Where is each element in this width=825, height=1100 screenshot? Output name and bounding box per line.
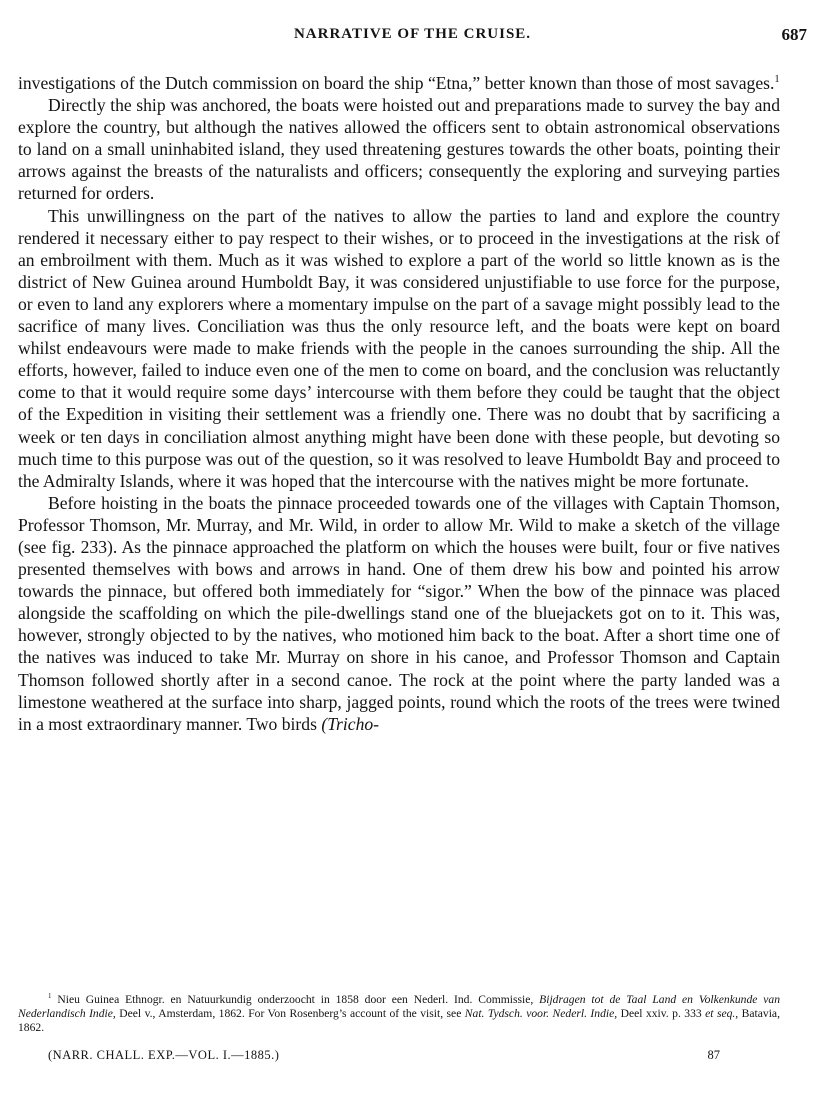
paragraph-4-italic-tail: (Tricho- [321,713,380,734]
paragraph-continued [18,72,780,94]
paragraph-1-text: investigations of the Dutch commission on board the ship “Etna,” better known than those of most savages. [18,73,775,93]
footnote-text-1: Nieu Guinea Ethnogr. en Natuurkundig onderzoocht in 1858 door een Nederl. Ind. Commissie, [57,993,534,1006]
running-header [18,26,807,48]
footnote-text-2: Deel v., Amsterdam, 1862. For Von Rosenberg’s account of the visit, see [119,1007,462,1020]
footnote-marker: 1 [48,992,52,1001]
page-number: 687 [781,25,807,44]
page-footer [18,1048,780,1066]
footnote-text-3: Deel xxiv. p. 333 [620,1007,702,1020]
footnote-italic-2: Nat. Tydsch. voor. Nederl. Indie, [464,1007,618,1020]
body-text [18,72,780,735]
paragraph-conciliation: This unwillingness on the part of the natives to allow the parties to land and explore the country rendered it necessary either to pay respect to their wishes, or to proceed in the investigations at the risk of an embroilment with them. Much as it was wished to explore a part of the world so little known as is the district of New Guinea around Humboldt Bay, it was considered unjustifiable to use force for the purpose, or even to land any explorers where a momentary impulse on the part of a savage might possibly lead to the sacrifice of many lives. Conciliation was thus the only resource left, and the boats were kept on board whilst endeavours were made to make friends with the people in the canoes surrounding the ship. All the efforts, however, failed to induce even one of the men to come on board, and the conclusion was reluctantly come to that it would require some days’ intercourse with them before they could be taught that the object of the Expedition in visiting their settlement was a friendly one. There was no doubt that by sacrificing a week or ten days in conciliation almost anything might have been done with these people, but devoting so much time to this purpose was out of the question, so it was resolved to leave Humboldt Bay and proceed to the Admiralty Islands, where it was hoped that the intercourse with the natives might be more fortunate. [18,205,780,491]
running-title: NARRATIVE OF THE CRUISE. [293,26,532,42]
footnote-italic-1: Bijdragen tot de Taal Land en Volkenkunde van Nederlandisch Indie, [18,993,780,1020]
footnote-reference: 1 [774,74,780,86]
paragraph-pinnace-visit [18,492,780,735]
footnotes [18,993,780,1035]
signature-mark: (NARR. CHALL. EXP.—VOL. I.—1885.) [48,1048,280,1062]
paragraph-landing-attempt: Directly the ship was anchored, the boats were hoisted out and preparations made to survey the bay and explore the country, but although the natives allowed the officers sent to obtain astronomical observations to land on a small uninhabited island, they used threatening gestures towards the other boats, pointing their arrows against the breasts of the naturalists and officers; consequently the exploring and surveying parties returned for orders. [18,95,780,204]
footnote-1 [18,993,780,1035]
sheet-number: 87 [707,1048,720,1062]
footnote-italic-3: et seq., [705,1007,739,1020]
paragraph-4-text: Before hoisting in the boats the pinnace proceeded towards one of the villages with Captain Thomson, Professor Thomson, Mr. Murray, and Mr. Wild, in order to allow Mr. Wild to make a sketch of the village (see fig. 233). As the pinnace approached the platform on which the houses were built, four or five natives presented themselves with bows and arrows in hand. One of them drew his bow and pointed his arrow towards the pinnace, but offered both immediately for “sigor.” When the bow of the pinnace was placed alongside the scaffolding on which the pile-dwellings stand one of the bluejackets got on to it. This was, however, strongly objected to by the natives, who motioned him back to the boat. After a short time one of the natives was induced to take Mr. Murray on shore in his canoe, and Professor Thomson and Captain Thomson followed shortly after in a second canoe. The rock at the point where the party landed was a limestone weathered at the surface into sharp, jagged points, round which the roots of the trees were twined in a most extraordinary manner. Two birds [18,492,780,734]
footnote-text-4: Batavia, 1862. [18,1007,780,1034]
